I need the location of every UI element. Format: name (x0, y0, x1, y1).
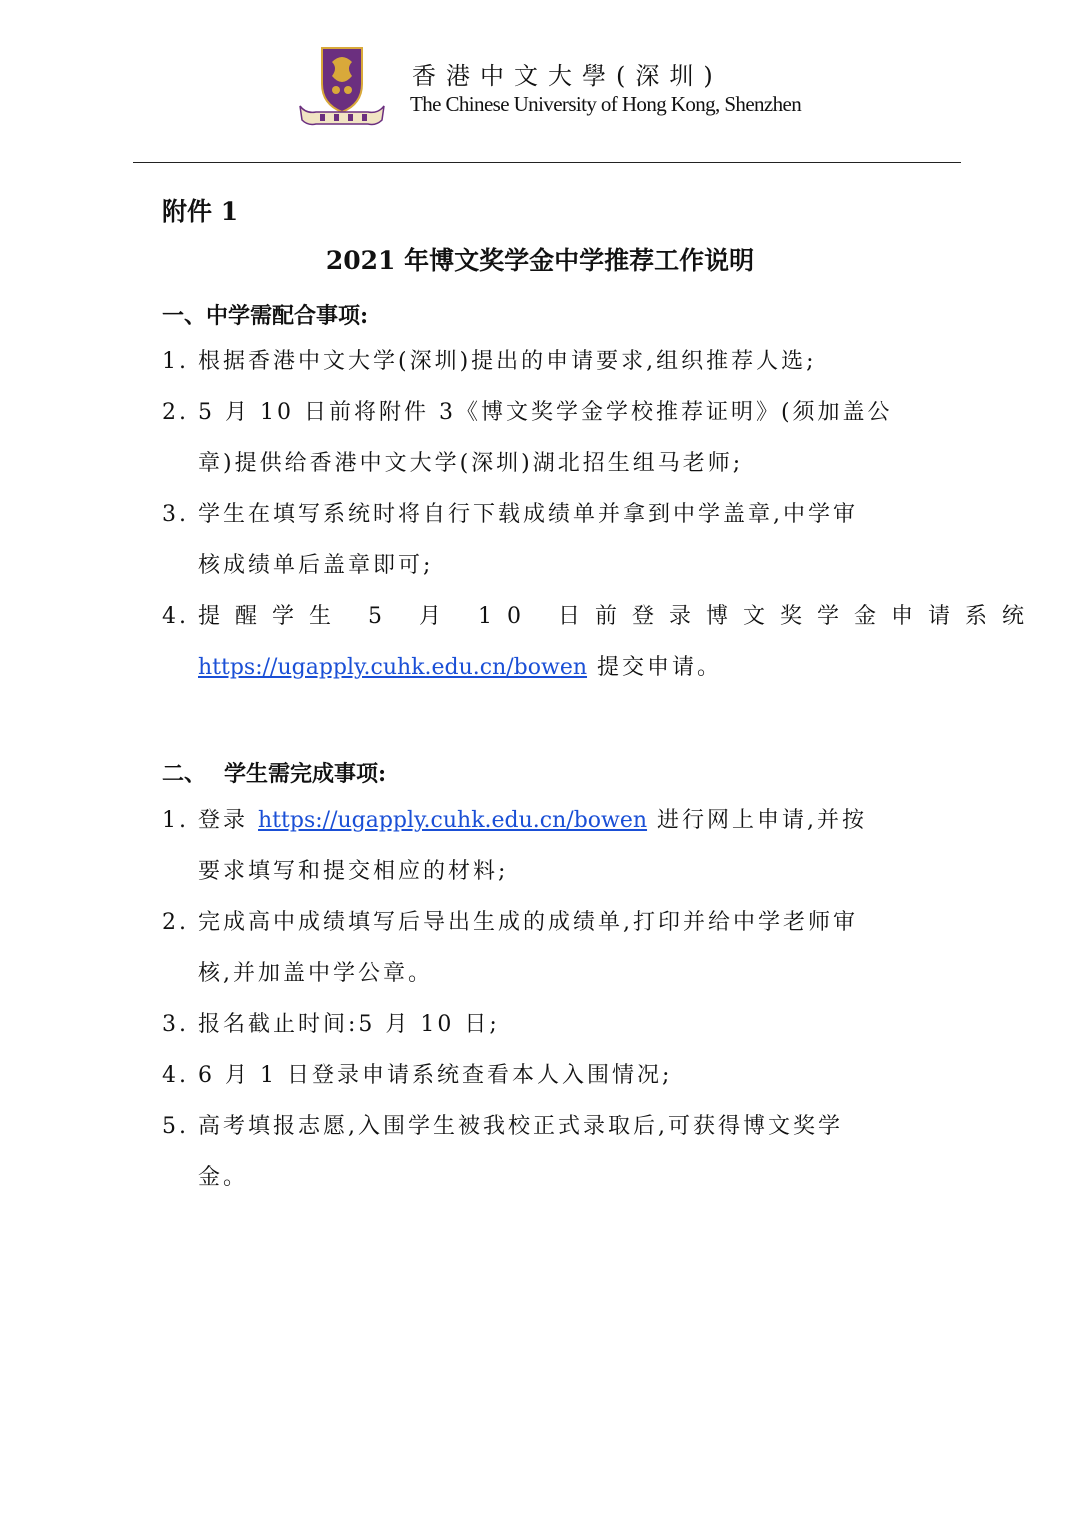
item-number: 5. (162, 1114, 189, 1139)
letterhead (296, 40, 856, 130)
section-title: 学生需完成事项: (224, 761, 387, 787)
s2-item-5-cont: 金。 (198, 1165, 249, 1190)
university-name-en: The Chinese University of Hong Kong, Shenzhen (410, 92, 802, 116)
item-text: 学生在填写系统时将自行下载成绩单并拿到中学盖章,中学审 (198, 502, 858, 527)
cuhk-shenzhen-crest-icon (296, 44, 388, 128)
item-text: 高考填报志愿,入围学生被我校正式录取后,可获得博文奖学 (198, 1114, 843, 1139)
item-number: 3. (162, 502, 189, 527)
item-text: 报名截止时间:5 月 10 日; (198, 1012, 500, 1037)
s2-item-5 (162, 1112, 892, 1142)
annex-label: 附件 1 (162, 197, 239, 226)
item-text: 登录 (198, 808, 249, 833)
s1-item-1 (162, 347, 892, 377)
document-title: 2021 年博文奖学金中学推荐工作说明 (325, 246, 755, 275)
s2-item-1-cont: 要求填写和提交相应的材料; (198, 859, 509, 884)
s2-item-3 (162, 1010, 892, 1040)
s1-item-4 (162, 602, 1039, 632)
item-text: 6 月 1 日登录申请系统查看本人入围情况; (198, 1063, 673, 1088)
s2-item-2 (162, 908, 892, 938)
item-number: 3. (162, 1012, 189, 1037)
s2-item-4 (162, 1061, 892, 1091)
s1-item-3 (162, 500, 892, 530)
item-number: 2. (162, 910, 189, 935)
s1-item-4-cont (198, 653, 892, 683)
s2-item-1 (162, 806, 892, 836)
item-text: 提醒学生 5 月 10 日前登录博文奖学金申请系统 (198, 604, 1039, 629)
section-2-heading (162, 757, 386, 788)
s1-item-2-cont: 章)提供给香港中文大学(深圳)湖北招生组马老师; (198, 451, 744, 476)
item-number: 4. (162, 604, 189, 629)
header-divider (133, 162, 961, 163)
item-text: 提交申请。 (597, 655, 723, 680)
section-1-heading: 一、中学需配合事项: (162, 303, 369, 329)
section-number: 二、 (162, 761, 207, 787)
s1-item-2 (162, 398, 892, 428)
university-name-cn: 香港中文大學(深圳) (412, 62, 723, 90)
item-text: 进行网上申请,并按 (657, 808, 868, 833)
s2-item-2-cont: 核,并加盖中学公章。 (198, 961, 433, 986)
item-text: 完成高中成绩填写后导出生成的成绩单,打印并给中学老师审 (198, 910, 858, 935)
s1-item-3-cont: 核成绩单后盖章即可; (198, 553, 434, 578)
item-number: 1. (162, 349, 189, 374)
item-text: 根据香港中文大学(深圳)提出的申请要求,组织推荐人选; (198, 349, 817, 374)
item-number: 1. (162, 808, 189, 833)
item-number: 4. (162, 1063, 189, 1088)
item-number: 2. (162, 400, 189, 425)
application-link[interactable]: https://ugapply.cuhk.edu.cn/bowen (258, 808, 648, 833)
item-text: 5 月 10 日前将附件 3《博文奖学金学校推荐证明》(须加盖公 (198, 400, 893, 425)
application-link[interactable]: https://ugapply.cuhk.edu.cn/bowen (198, 655, 588, 680)
